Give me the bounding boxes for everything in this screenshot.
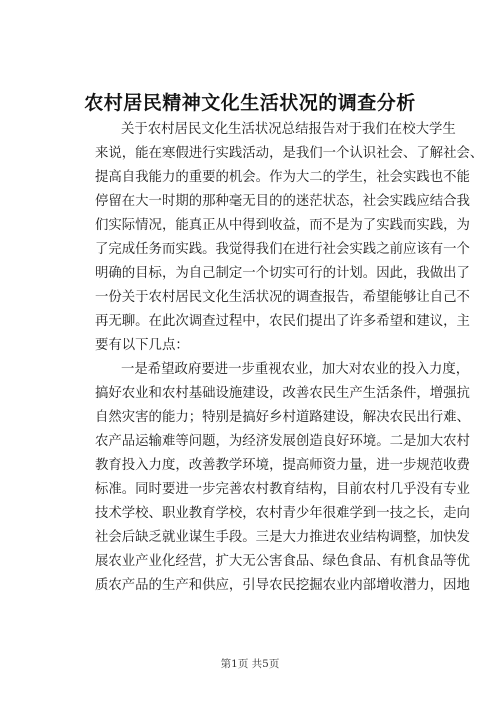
text-line: 再无聊。在此次调查过程中，农民们提出了许多希望和建议，主 — [95, 314, 470, 329]
text-line: 展农业产业化经营，扩大无公害食品、绿色食品、有机食品等优 — [95, 554, 470, 569]
text-line: 一是希望政府要进一步重视农业，加大对农业的投入力度， — [121, 362, 470, 377]
text-line: 标准。同时要进一步完善农村教育结构，目前农村几乎没有专业 — [95, 482, 470, 497]
text-line: 搞好农业和农村基础设施建设，改善农民生产生活条件，增强抗 — [95, 386, 470, 401]
text-line: 要有以下几点： — [95, 338, 189, 353]
text-line: 了完成任务而实践。我觉得我们在进行社会实践之前应该有一个 — [95, 242, 470, 257]
text-line: 教育投入力度，改善教学环境，提高师资力量，进一步规范收费 — [95, 458, 470, 473]
text-line: 社会后缺乏就业谋生手段。三是大力推进农业结构调整，加快发 — [95, 530, 470, 545]
page-footer: 第1页 共5页 — [220, 658, 280, 670]
document-body — [95, 118, 484, 598]
text-line: 自然灾害的能力；特别是搞好乡村道路建设，解决农民出行难、 — [95, 410, 470, 425]
text-line: 质农产品的生产和供应，引导农民挖掘农业内部增收潜力，因地 — [95, 578, 470, 593]
text-line: 关于农村居民文化生活状况总结报告对于我们在校大学生 — [121, 122, 456, 137]
text-line: 提高自我能力的重要的机会。作为大二的学生，社会实践也不能 — [95, 170, 470, 185]
text-line: 农产品运输难等问题，为经济发展创造良好环境。二是加大农村 — [95, 434, 470, 449]
document-title: 农村居民精神文化生活状况的调查分析 — [84, 92, 416, 114]
text-line: 技术学校、职业教育学校，农村青少年很难学到一技之长，走向 — [95, 506, 470, 521]
text-line: 来说，能在寒假进行实践活动，是我们一个认识社会、了解社会、 — [95, 146, 484, 161]
text-line: 停留在大一时期的那种毫无目的的迷茫状态，社会实践应结合我 — [95, 194, 470, 209]
text-line: 一份关于农村居民文化生活状况的调查报告，希望能够让自己不 — [95, 290, 470, 305]
text-line: 明确的目标，为自己制定一个切实可行的计划。因此，我做出了 — [95, 266, 470, 281]
text-line: 们实际情况，能真正从中得到收益，而不是为了实践而实践，为 — [95, 218, 470, 233]
